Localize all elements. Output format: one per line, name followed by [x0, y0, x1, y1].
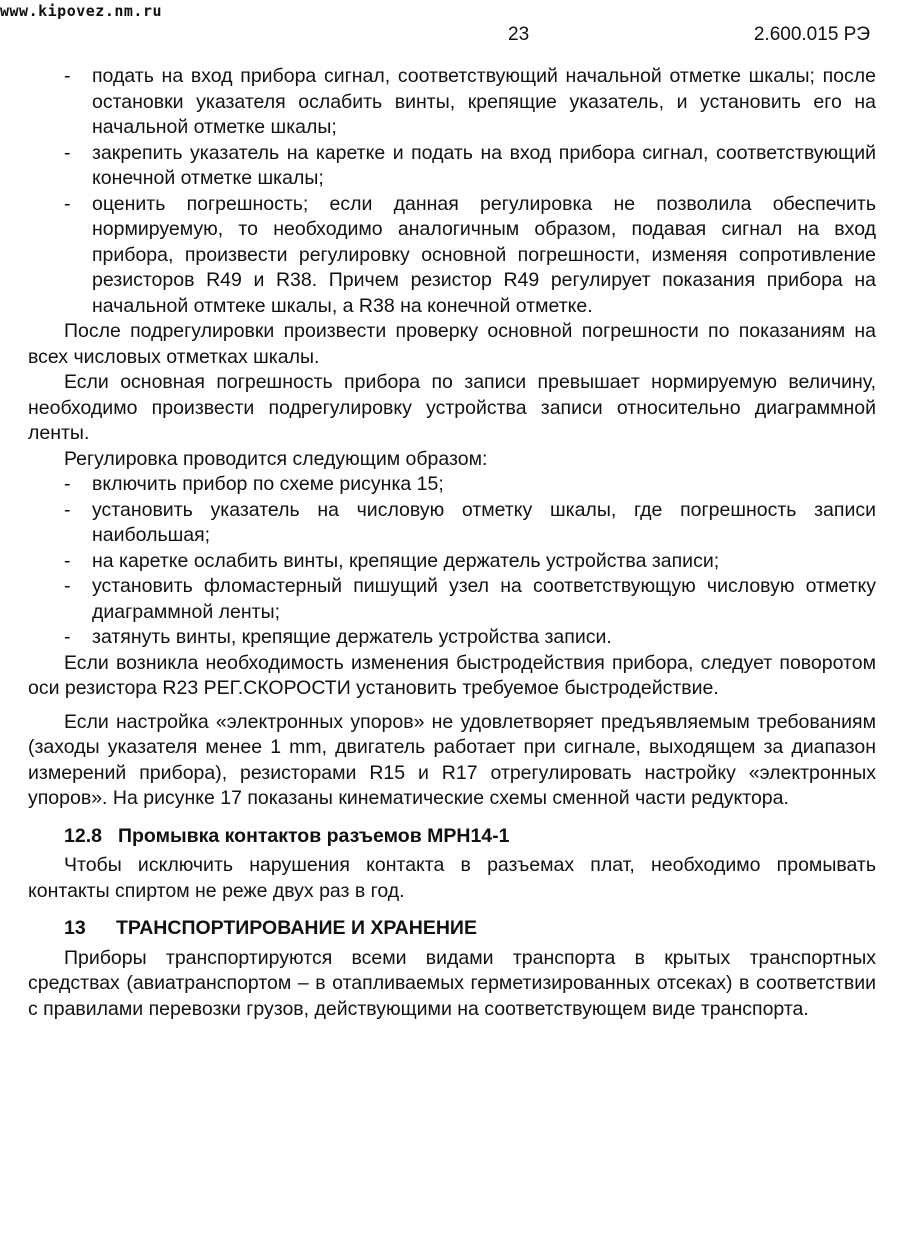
paragraph: Чтобы исключить нарушения контакта в разъемах плат, необходимо промывать контакты спиртом не реже двух раз в год.	[28, 854, 876, 902]
document-body	[28, 64, 876, 1022]
site-url: www.kipovez.nm.ru	[0, 2, 163, 20]
list-item	[28, 625, 876, 651]
step-text: установить фломастерный пишущий узел на соответствующую числовую отметку диаграммной ленты;	[92, 575, 876, 623]
list-item	[28, 574, 876, 625]
paragraph: Если возникла необходимость изменения быстродействия прибора, следует поворотом оси резистора R23 РЕГ.СКОРОСТИ установить требуемое быстродействие.	[28, 651, 876, 699]
section-heading-12-8	[28, 824, 876, 850]
dash-marker: -	[64, 626, 71, 648]
dash-marker: -	[64, 192, 71, 215]
dash-marker: -	[64, 473, 71, 495]
section-number: 12.8	[64, 824, 102, 847]
dash-marker: -	[64, 498, 71, 521]
list-item	[28, 472, 876, 498]
section-heading-13	[28, 916, 876, 942]
section-title: ТРАНСПОРТИРОВАНИЕ И ХРАНЕНИЕ	[116, 917, 477, 939]
paragraph: Приборы транспортируются всеми видами транспорта в крытых транспортных средствах (авиатранспортом – в отапливаемых герметизированных отсеках) в соответствии с правилами перевозки грузов, действующими на соответствующем виде транспорта.	[28, 946, 876, 1020]
paragraph: После подрегулировки произвести проверку основной погрешности по показаниям на всех числовых отметках шкалы.	[28, 320, 876, 368]
dash-marker: -	[64, 65, 71, 87]
paragraph-text: закрепить указатель на каретке и подать на вход прибора сигнал, соответствующий конечной отметке шкалы;	[92, 141, 876, 189]
dash-marker: -	[64, 141, 71, 164]
step-text: включить прибор по схеме рисунка 15;	[92, 473, 444, 495]
paragraph-text: подать на вход прибора сигнал, соответствующий начальной отметке шкалы; после остановки указателя ослабить винты, крепящие указатель, и установить его на начальной отметке шкалы;	[92, 65, 876, 138]
step-text: на каретке ослабить винты, крепящие держатель устройства записи;	[92, 549, 720, 572]
page-number: 23	[508, 24, 530, 45]
list-item	[28, 549, 876, 575]
list-item	[28, 498, 876, 549]
dash-marker: -	[64, 549, 71, 572]
dash-marker: -	[64, 575, 71, 597]
section-title: Промывка контактов разъемов МРН14-1	[118, 824, 510, 847]
paragraph: Если настройка «электронных упоров» не удовлетворяет предъявляемым требованиям (заходы указателя менее 1 mm, двигатель работает при сигнале, выходящем за диапазон измерений прибора), резисторами R15 и R17 отрегулировать настройку «электронных упоров». На рисунке 17 показаны кинематические схемы сменной части редуктора.	[28, 710, 876, 809]
paragraph: Регулировка проводится следующим образом:	[64, 447, 488, 470]
paragraph: Если основная погрешность прибора по записи превышает нормируемую величину, необходимо произвести подрегулировку устройства записи относительно диаграммной ленты.	[28, 371, 876, 444]
section-number: 13	[64, 917, 86, 939]
step-text: затянуть винты, крепящие держатель устройства записи.	[92, 626, 612, 648]
step-text: установить указатель на числовую отметку шкалы, где погрешность записи наибольшая;	[92, 498, 876, 546]
document-id: 2.600.015 РЭ	[753, 24, 870, 45]
list-item	[28, 141, 876, 192]
list-item	[28, 192, 876, 320]
list-item	[28, 64, 876, 141]
paragraph-text: оценить погрешность; если данная регулировка не позволила обеспечить нормируемую, то необходимо аналогичным образом, подавая сигнал на вход прибора, произвести регулировку основной погрешности, изменяя сопротивление резисторов R49 и R38. Причем резистор R49 регулирует показания прибора на начальной отмтеке шкалы, а R38 на конечной отметке.	[92, 192, 876, 317]
